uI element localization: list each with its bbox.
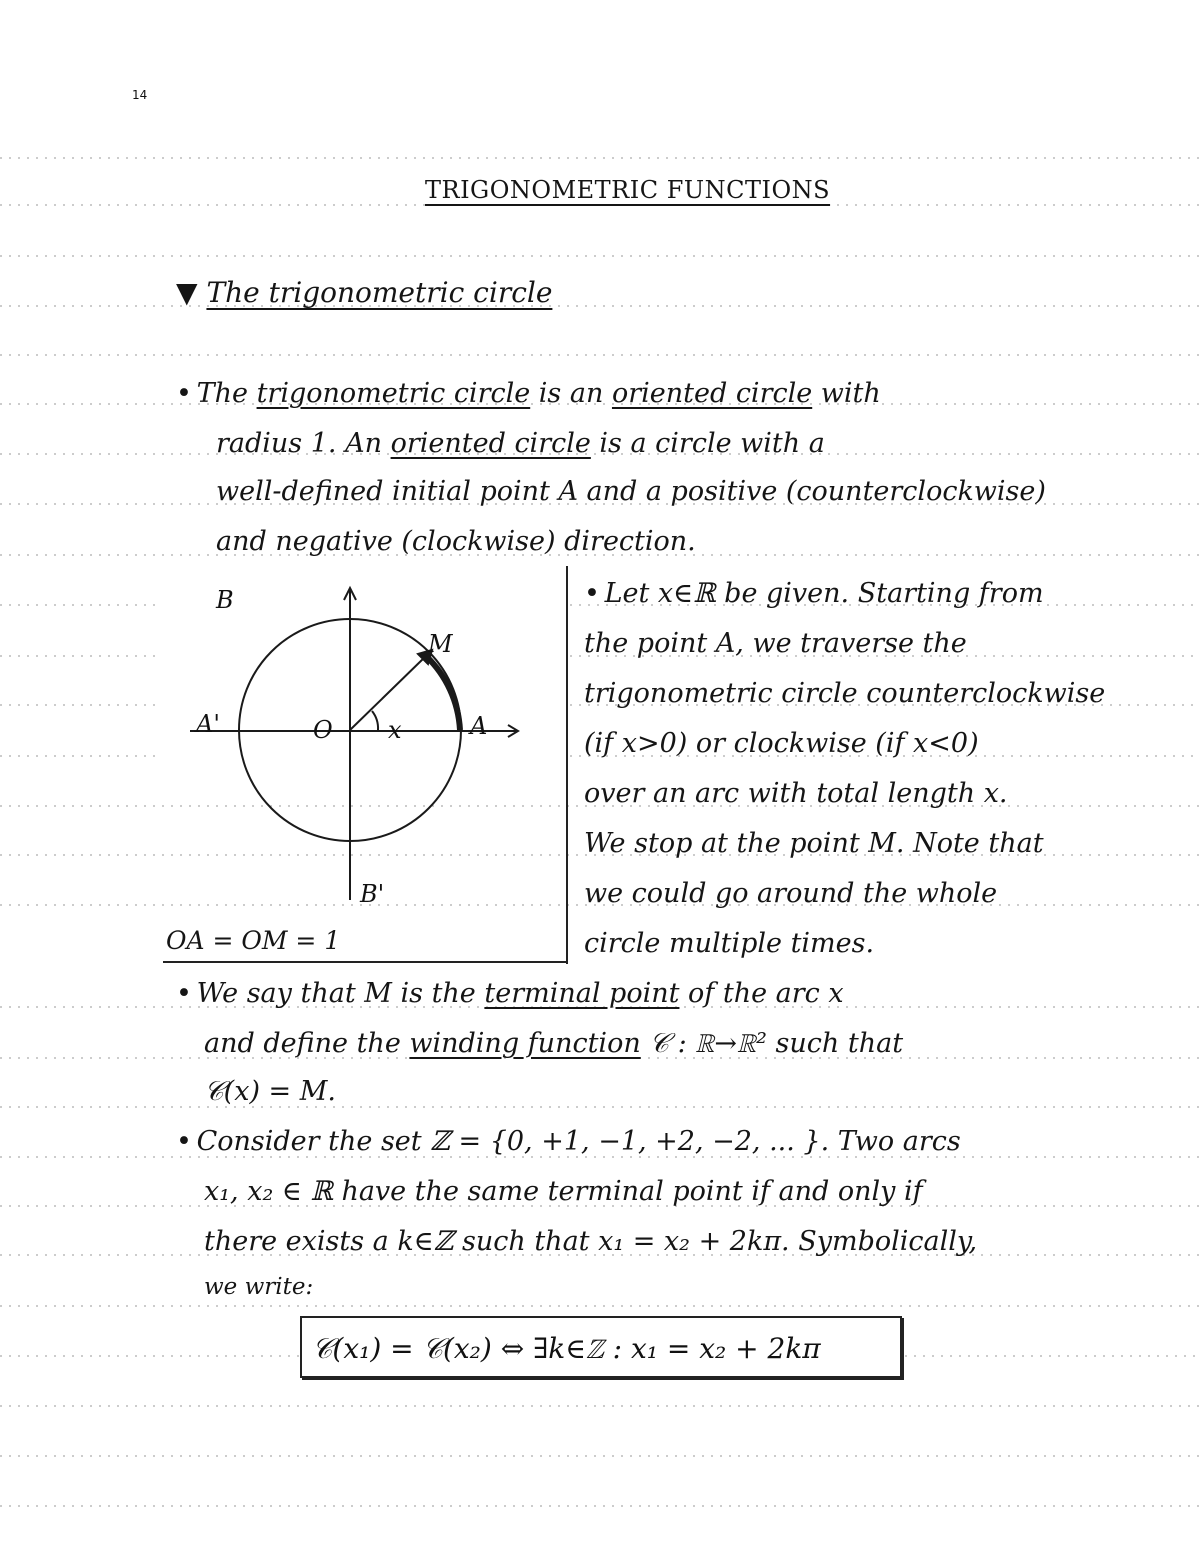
para3-line1 [176, 1126, 961, 1157]
text: We say that M is the [196, 978, 485, 1009]
para3-line2: x₁, x₂ ∈ ℝ have the same terminal point if and only if [204, 1176, 923, 1207]
para2-line1 [176, 978, 844, 1009]
para2-line3: 𝒞(x) = M. [204, 1076, 336, 1107]
para3-line4: we write: [204, 1274, 314, 1300]
boxed-formula: 𝒞(x₁) = 𝒞(x₂) ⇔ ∃k∈ℤ : x₁ = x₂ + 2kπ [300, 1316, 902, 1378]
text: with [812, 378, 881, 409]
diagram-caption: OA = OM = 1 [166, 926, 341, 955]
section-heading-label: The trigonometric circle [206, 276, 553, 309]
text: The [196, 378, 257, 409]
column-divider [566, 566, 568, 964]
bullet-icon: • [176, 378, 192, 409]
text: radius 1. An [216, 428, 391, 459]
bullet-icon: • [176, 1126, 192, 1157]
page-title: TRIGONOMETRIC FUNCTIONS [425, 176, 831, 204]
heading-marker-icon: ▼ [176, 276, 207, 309]
bullet-icon: • [584, 578, 600, 609]
label-b: B [216, 586, 234, 614]
label-x: x [388, 716, 402, 744]
right-line5: over an arc with total length x. [584, 778, 1008, 809]
para1-line1 [176, 378, 881, 409]
text: Let x∈ℝ be given. Starting from [604, 578, 1044, 609]
right-line6: We stop at the point M. Note that [584, 828, 1044, 859]
right-line2: the point A, we traverse the [584, 628, 967, 659]
text: and define the [204, 1028, 410, 1059]
text: is an [530, 378, 612, 409]
para1-line3: well-defined initial point A and a positive (counterclockwise) [216, 476, 1046, 507]
para2-line2 [204, 1028, 903, 1060]
right-line3: trigonometric circle counterclockwise [584, 678, 1106, 709]
diagram-underline [163, 961, 567, 963]
para3-line3: there exists a k∈ℤ such that x₁ = x₂ + 2kπ. Symbolically, [204, 1226, 978, 1257]
para1-line4: and negative (clockwise) direction. [216, 526, 696, 557]
right-line4: (if x>0) or clockwise (if x<0) [584, 728, 979, 759]
right-line1 [584, 578, 1044, 609]
right-line8: circle multiple times. [584, 928, 875, 959]
bullet-icon: • [176, 978, 192, 1009]
text: is a circle with a [590, 428, 825, 459]
label-o: O [313, 716, 333, 744]
label-b-prime: B' [360, 880, 385, 908]
right-line7: we could go around the whole [584, 878, 998, 909]
term-trigonometric-circle: trigonometric circle [256, 378, 531, 409]
section-heading [176, 276, 552, 309]
text: Consider the set ℤ = {0, +1, −1, +2, −2, ... }. Two arcs [196, 1126, 961, 1157]
text: 𝒞 : ℝ→ℝ² such that [640, 1028, 904, 1059]
term-oriented-circle: oriented circle [390, 428, 591, 459]
label-m: M [428, 630, 453, 658]
term-oriented-circle: oriented circle [611, 378, 813, 409]
angle-mark [372, 711, 378, 730]
label-a: A [470, 712, 488, 740]
page-number: 14 [132, 88, 148, 102]
term-winding-function: winding function [409, 1028, 641, 1059]
term-terminal-point: terminal point [484, 978, 680, 1009]
para1-line2 [216, 428, 825, 459]
label-a-prime: A' [196, 710, 220, 738]
text: of the arc x [679, 978, 844, 1009]
